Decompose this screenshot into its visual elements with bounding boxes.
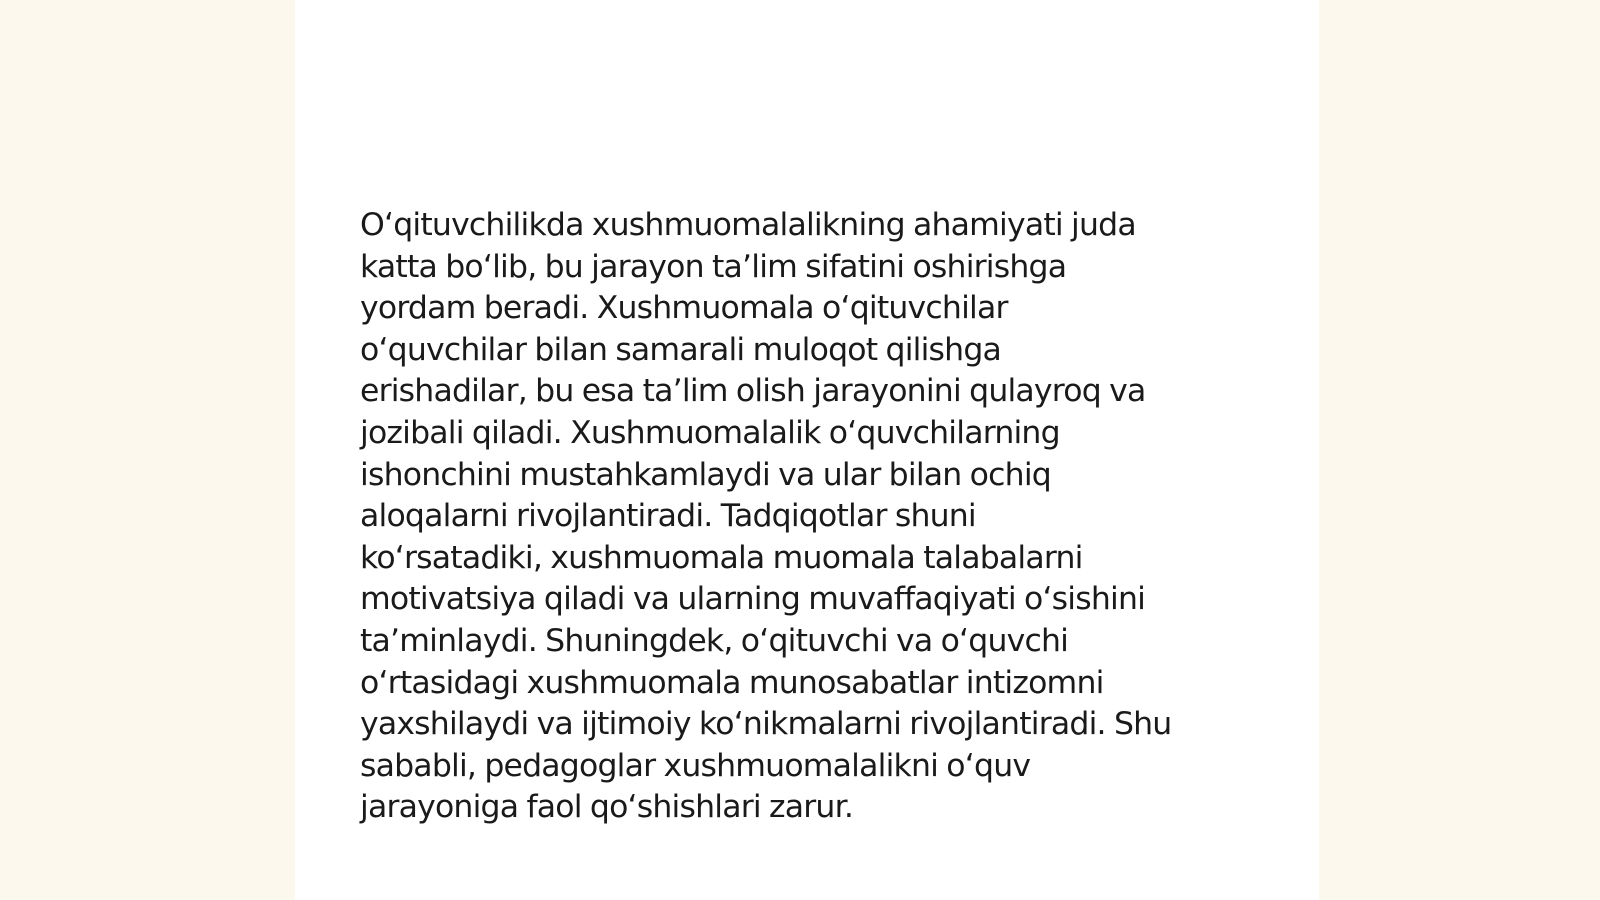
body-text-line: yaxshilaydi va ijtimoiy ko‘nikmalarni rivojlantiradi. Shu	[360, 706, 1172, 743]
slide-body-text	[360, 205, 1260, 829]
body-text-line: jarayoniga faol qo‘shishlari zarur.	[360, 789, 854, 826]
body-text-line: sababli, pedagoglar xushmuomalalikni o‘quv	[360, 747, 1031, 784]
body-text-line: ta’minlaydi. Shuningdek, o‘qituvchi va o‘quvchi	[360, 622, 1069, 659]
body-text-line: motivatsiya qiladi va ularning muvaffaqiyati o‘sishini	[360, 581, 1146, 618]
body-text-line: ishonchini mustahkamlaydi va ular bilan ochiq	[360, 456, 1051, 493]
body-text-line: jozibali qiladi. Xushmuomalalik o‘quvchilarning	[360, 414, 1060, 451]
body-text-line: yordam beradi. Xushmuomala o‘qituvchilar	[360, 290, 1008, 327]
body-text-line: erishadilar, bu esa ta’lim olish jarayonini qulayroq va	[360, 373, 1146, 410]
body-text-line: ko‘rsatadiki, xushmuomala muomala talabalarni	[360, 539, 1083, 576]
body-text-line: aloqalarni rivojlantiradi. Tadqiqotlar shuni	[360, 498, 976, 535]
body-text-line: O‘qituvchilikda xushmuomalalikning ahamiyati juda	[360, 207, 1136, 243]
body-text-line: katta bo‘lib, bu jarayon ta’lim sifatini oshirishga	[360, 248, 1067, 285]
body-text-line: o‘rtasidagi xushmuomala munosabatlar intizomni	[360, 664, 1104, 701]
slide	[295, 0, 1319, 900]
body-text-line: o‘quvchilar bilan samarali muloqot qilishga	[360, 331, 1002, 368]
